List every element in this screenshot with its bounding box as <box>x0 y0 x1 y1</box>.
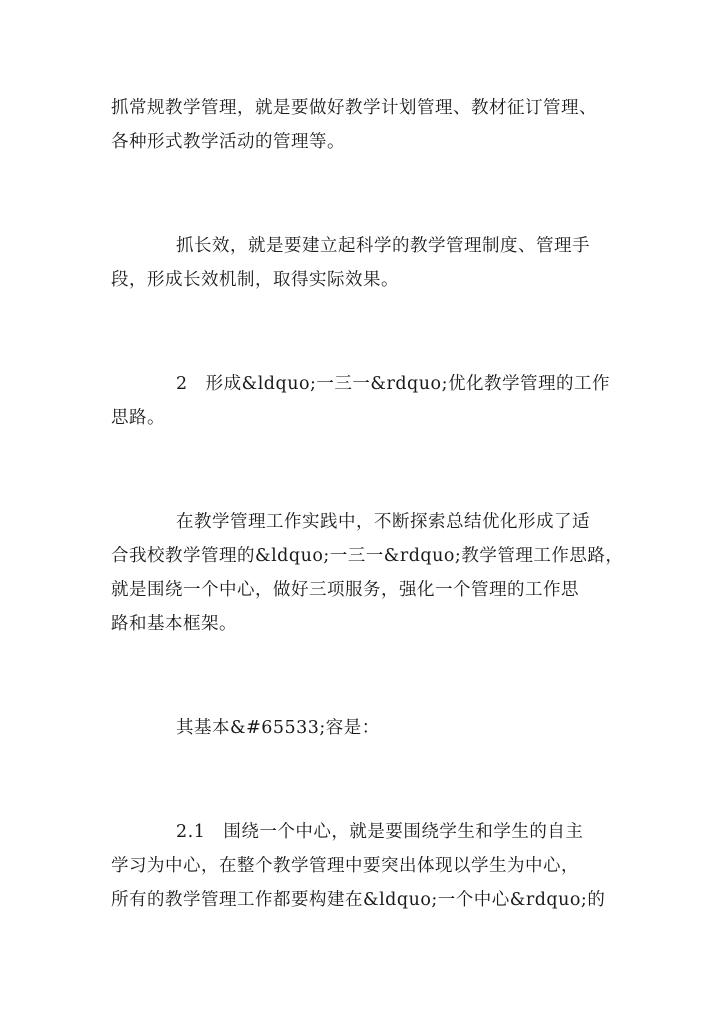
text-line: 2.1 围绕一个中心，就是要围绕学生和学生的自主 <box>176 822 584 842</box>
text-line: 段，形成长效机制，取得实际效果。 <box>111 270 399 290</box>
text-line: 抓长效，就是要建立起科学的教学管理制度、管理手 <box>176 236 590 256</box>
text-line: 在教学管理工作实践中，不断探索总结优化形成了适 <box>176 512 590 532</box>
text-line: 就是围绕一个中心，做好三项服务，强化一个管理的工作思 <box>111 580 579 600</box>
text-line: 所有的教学管理工作都要构建在&ldquo;一个中心&rdquo;的 <box>111 890 606 910</box>
text-line: 抓常规教学管理，就是要做好教学计划管理、教材征订管理、 <box>111 98 597 118</box>
text-line: 2 形成&ldquo;一三一&rdquo;优化教学管理的工作 <box>176 374 610 394</box>
text-line: 其基本&#65533;容是： <box>176 718 380 738</box>
text-line: 思路。 <box>111 408 165 428</box>
text-line: 各种形式教学活动的管理等。 <box>111 132 345 152</box>
text-line: 路和基本框架。 <box>111 614 237 634</box>
text-line: 合我校教学管理的&ldquo;一三一&rdquo;教学管理工作思路， <box>111 546 624 566</box>
text-line: 学习为中心，在整个教学管理中要突出体现以学生为中心， <box>111 856 579 876</box>
